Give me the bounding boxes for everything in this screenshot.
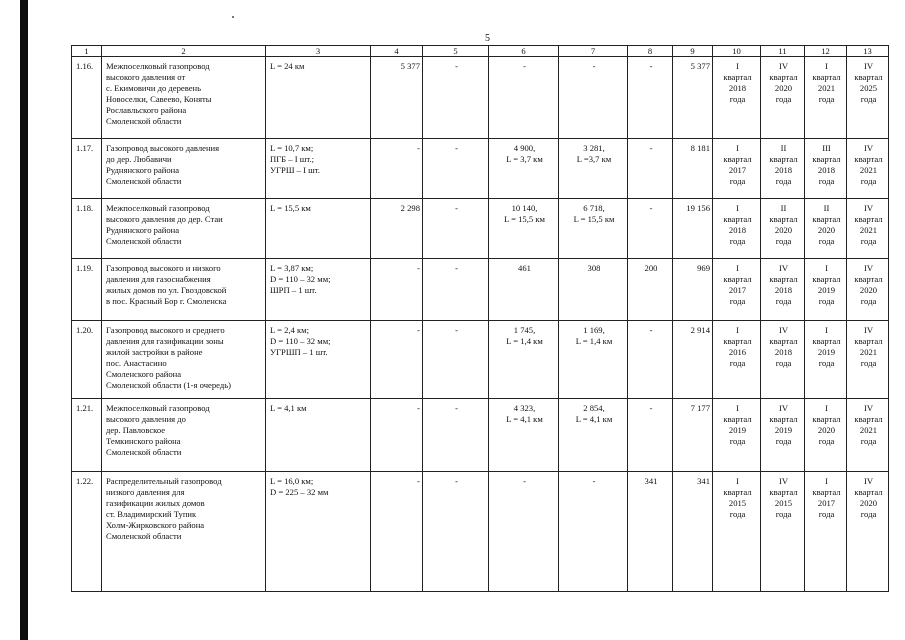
col7-value: - [559,472,628,592]
row-number: 1.20. [72,321,102,399]
col4-value: - [371,472,423,592]
col7-value: 3 281, L =3,7 км [559,139,628,199]
table-row [72,472,889,592]
col9-value: 8 181 [673,139,713,199]
col13-period: IV квартал 2021 года [847,399,889,472]
start-period: I квартал 2018 года [713,57,761,139]
end-period: IV квартал 2018 года [761,259,805,321]
parameters: L = 2,4 км; D = 110 – 32 мм; УГРШП – 1 шт. [266,321,371,399]
col-header: 5 [423,46,489,57]
object-name: Газопровод высокого и низкого давления для газоснабжения жилых домов по ул. Гвоздовской в пос. Красный Бор г. Смоленска [102,259,266,321]
col8-value: - [628,321,673,399]
col6-value: 10 140, L = 15,5 км [489,199,559,259]
col4-value: - [371,321,423,399]
table-row [72,57,889,139]
col5-value: - [423,399,489,472]
col6-value: - [489,472,559,592]
object-name: Межпоселковый газопровод высокого давления до дер. Павловское Темкинского района Смоленской области [102,399,266,472]
col12-period: I квартал 2019 года [805,321,847,399]
col4-value: 5 377 [371,57,423,139]
table-row [72,199,889,259]
col8-value: - [628,139,673,199]
end-period: IV квартал 2018 года [761,321,805,399]
col9-value: 19 156 [673,199,713,259]
parameters: L = 16,0 км; D = 225 – 32 мм [266,472,371,592]
scan-edge-bar [20,0,28,640]
col5-value: - [423,199,489,259]
table-row [72,259,889,321]
col5-value: - [423,57,489,139]
row-number: 1.16. [72,57,102,139]
parameters: L = 24 км [266,57,371,139]
col9-value: 2 914 [673,321,713,399]
start-period: I квартал 2017 года [713,259,761,321]
col4-value: - [371,399,423,472]
col6-value: - [489,57,559,139]
row-number: 1.21. [72,399,102,472]
col8-value: - [628,399,673,472]
end-period: IV квартал 2015 года [761,472,805,592]
start-period: I квартал 2019 года [713,399,761,472]
data-table [71,45,889,592]
col12-period: I квартал 2017 года [805,472,847,592]
col12-period: II квартал 2020 года [805,199,847,259]
col6-value: 4 323, L = 4,1 км [489,399,559,472]
object-name: Межпоселковый газопровод высокого давления до дер. Стаи Руднянского района Смоленской области [102,199,266,259]
col5-value: - [423,321,489,399]
scan-speck [232,16,234,18]
col-header: 13 [847,46,889,57]
start-period: I квартал 2015 года [713,472,761,592]
col-header: 3 [266,46,371,57]
col5-value: - [423,259,489,321]
col9-value: 969 [673,259,713,321]
col13-period: IV квартал 2025 года [847,57,889,139]
row-number: 1.19. [72,259,102,321]
column-number-row [72,46,889,57]
col13-period: IV квартал 2021 года [847,139,889,199]
col13-period: IV квартал 2020 года [847,259,889,321]
col12-period: III квартал 2018 года [805,139,847,199]
col-header: 7 [559,46,628,57]
col5-value: - [423,139,489,199]
parameters: L = 4,1 км [266,399,371,472]
col7-value: 6 718, L = 15,5 км [559,199,628,259]
col-header: 2 [102,46,266,57]
col13-period: IV квартал 2021 года [847,321,889,399]
row-number: 1.22. [72,472,102,592]
end-period: II квартал 2018 года [761,139,805,199]
col-header: 6 [489,46,559,57]
start-period: I квартал 2016 года [713,321,761,399]
col8-value: - [628,199,673,259]
col12-period: I квартал 2021 года [805,57,847,139]
object-name: Межпоселковый газопровод высокого давления от с. Екимовичи до деревень Новоселки, Савеево, Коняты Рославльского района Смоленской области [102,57,266,139]
col7-value: - [559,57,628,139]
col-header: 11 [761,46,805,57]
col6-value: 4 900, L = 3,7 км [489,139,559,199]
col-header: 10 [713,46,761,57]
end-period: IV квартал 2020 года [761,57,805,139]
col4-value: - [371,259,423,321]
col13-period: IV квартал 2020 года [847,472,889,592]
col8-value: 341 [628,472,673,592]
col6-value: 461 [489,259,559,321]
table-row [72,399,889,472]
col8-value: - [628,57,673,139]
object-name: Распределительный газопровод низкого давления для газификации жилых домов ст. Владимирский Тупик Холм-Жирковского района Смоленской области [102,472,266,592]
col12-period: I квартал 2020 года [805,399,847,472]
col9-value: 341 [673,472,713,592]
col9-value: 5 377 [673,57,713,139]
row-number: 1.17. [72,139,102,199]
col9-value: 7 177 [673,399,713,472]
parameters: L = 10,7 км; ПГБ – I шт.; УГРШ – I шт. [266,139,371,199]
col4-value: 2 298 [371,199,423,259]
col7-value: 1 169, L = 1,4 км [559,321,628,399]
start-period: I квартал 2018 года [713,199,761,259]
end-period: IV квартал 2019 года [761,399,805,472]
end-period: II квартал 2020 года [761,199,805,259]
col7-value: 2 854, L = 4,1 км [559,399,628,472]
row-number: 1.18. [72,199,102,259]
parameters: L = 15,5 км [266,199,371,259]
col4-value: - [371,139,423,199]
col-header: 12 [805,46,847,57]
parameters: L = 3,87 км; D = 110 – 32 мм; ШРП – 1 шт. [266,259,371,321]
col8-value: 200 [628,259,673,321]
table-row [72,139,889,199]
object-name: Газопровод высокого давления до дер. Любавичи Руднянского района Смоленской области [102,139,266,199]
object-name: Газопровод высокого и среднего давления для газификации зоны жилой застройки в районе пос. Анастасино Смоленского района Смоленской области (1-я очередь) [102,321,266,399]
page-number: 5 [485,33,490,44]
col5-value: - [423,472,489,592]
col-header: 1 [72,46,102,57]
col12-period: I квартал 2019 года [805,259,847,321]
table-row [72,321,889,399]
col6-value: 1 745, L = 1,4 км [489,321,559,399]
col-header: 8 [628,46,673,57]
col13-period: IV квартал 2021 года [847,199,889,259]
start-period: I квартал 2017 года [713,139,761,199]
col7-value: 308 [559,259,628,321]
col-header: 9 [673,46,713,57]
col-header: 4 [371,46,423,57]
